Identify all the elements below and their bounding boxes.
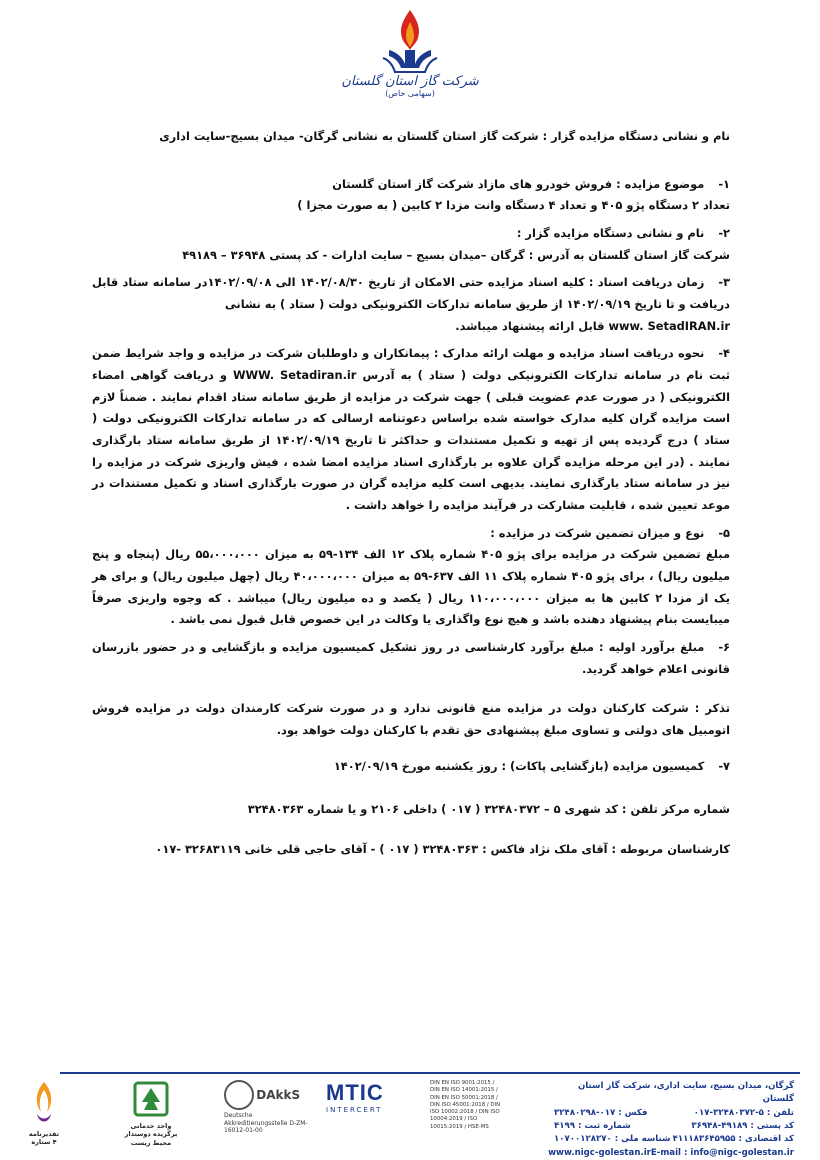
section-7-title: کمیسیون مزایده (بازگشایی پاکات) : xyxy=(501,758,705,773)
section-2 xyxy=(92,223,730,266)
environment-tree-icon xyxy=(132,1080,170,1120)
footer-reg: شماره ثبت : ۴۱۹۹ xyxy=(554,1120,631,1131)
four-star-badge xyxy=(26,1080,62,1147)
document-body xyxy=(92,126,730,861)
section-4-body-a: پیمانکاران و داوطلبان شرکت در مزایده و واجد شرایط ضمن ثبت نام در سامانه تدارکات الکترونیکی دولت ( ستاد ) به آدرس xyxy=(92,346,731,383)
section-3-title: زمان دریافت اسناد : xyxy=(588,275,705,290)
section-3 xyxy=(92,272,730,337)
footer xyxy=(0,1060,820,1160)
section-4-body-b: و دریافت گواهی امضاء الکترونیکی ( در صورت عدم عضویت قبلی ) جهت شرکت در مزایده از طریق سامانه ستاد اقدام نمایند . ضمناً لازم است مزایده گران کلیه مدارک خواسته شده براساس دعوتنامه ارسالی که در سامانه تدارکات الکترونیکی دولت ( ستاد ) درج گردیده پس از تهیه و تکمیل مستندات و حداکثر تا تاریخ ۱۴۰۲/۰۹/۱۹ از طریق سامانه ستاد بارگذاری نمایند . (در این مرحله مزایده گران علاوه بر بارگذاری اسناد مزایده امضا شده ، فیش واریزی شرکت در مزایده را نیز در سامانه ستاد بارگذاری نمایند. بدیهی است کلیه مزایده گران در صورت بارگذاری اسناد و تکمیل مستندات در موعد تعیین شده ، قابلیت مشارکت در فرآیند مزایده را خواهد داشت . xyxy=(92,368,731,513)
footer-national: شناسه ملی : ۱۰۷۰۰۱۲۸۲۷۰ xyxy=(554,1134,671,1145)
section-2-body: شرکت گاز استان گلستان به آدرس : گرگان –میدان بسیج – سایت ادارات - کد پستی ۳۶۹۴۸ – ۴۹۱۸۹ xyxy=(182,247,730,262)
section-6-title: مبلغ برآورد اولیه : xyxy=(599,640,705,655)
section-4-title: نحوه دریافت اسناد مزایده و مهلت ارائه مدارک : xyxy=(433,346,705,361)
footer-fax: فکس : ۰۱۷-۳۲۴۸۰۲۹۸ xyxy=(554,1107,648,1118)
footer-web[interactable]: www.nigc-golestan.ir xyxy=(548,1147,651,1158)
section-3-body: کلیه اسناد مزایده حتی الامکان از تاریخ ۱۴۰۲/۰۸/۳۰ الی ۱۴۰۲/۰۹/۰۸در سامانه ستاد قابل دریافت و تا تاریخ ۱۴۰۲/۰۹/۱۹ از طریق سامانه تدارکات الکترونیکی دولت ( ستاد ) به نشانی xyxy=(92,275,730,312)
section-5-body: مبلغ تضمین شرکت در مزایده برای پژو ۴۰۵ شماره پلاک ۱۲ الف ۱۳۴-۵۹ به میزان ۵۵،۰۰۰،۰۰۰ ریال (پنجاه و پنج میلیون ریال) ، برای پژو ۴۰۵ شماره پلاک ۱۱ الف ۶۳۷-۵۹ به میزان ۴۰،۰۰۰،۰۰۰ ریال (چهل میلیون ریال) و برای هر یک از مزدا ۲ کابین ها به میزان ۱۱۰،۰۰۰،۰۰۰ ریال ( یکصد و ده میلیون ریال) میباشد . که وجوه واریزی صرفاً میبایست بنام پیشنهاد دهنده باشد و هیچ نوع واگذاری یا وکالت در این خصوص قابل قبول نمی باشد . xyxy=(92,547,731,627)
dakks-seal-icon xyxy=(224,1080,254,1110)
section-3-tail: قابل ارائه پیشنهاد میباشد. xyxy=(455,318,609,333)
intro-line: نام و نشانی دستگاه مزایده گزار : شرکت گاز استان گلستان به نشانی گرگان- میدان بسیج-سایت اداری xyxy=(159,129,730,143)
footer-tel: تلفن : ۵-۳۲۴۸۰۳۷۲-۰۱۷ xyxy=(693,1107,794,1118)
footer-postal: کد پستی : ۴۹۱۸۹-۳۶۹۴۸ xyxy=(691,1120,794,1131)
section-3-website-link[interactable]: www. SetadIRAN.ir xyxy=(608,318,730,333)
section-1-body: تعداد ۲ دستگاه پژو ۴۰۵ و تعداد ۴ دستگاه وانت مزدا ۲ کابین ( به صورت مجزا ) xyxy=(297,198,730,213)
four-star-caption: تقدیرنامه ۴ ستاره xyxy=(28,1130,60,1147)
section-1 xyxy=(92,174,730,217)
section-7-number: ۷- xyxy=(718,758,730,773)
dakks-sub: Deutsche Akkreditierungsstelle D-ZM-16012-01-00 xyxy=(224,1112,308,1134)
section-1-number: ۱- xyxy=(718,176,730,191)
company-name: شرکت گاز استان گلستان xyxy=(341,74,479,89)
phone-line: شماره مرکز تلفن : کد شهری ۵ – ۳۲۴۸۰۳۷۲ ( ۰۱۷ ) داخلی ۲۱۰۶ و یا شماره ۳۲۴۸۰۳۶۳ xyxy=(247,802,730,817)
section-4-number: ۴- xyxy=(718,346,730,361)
footer-divider xyxy=(60,1072,800,1074)
dakks-label: DAkkS xyxy=(256,1088,301,1102)
section-6-number: ۶- xyxy=(718,640,731,655)
mtic-badge xyxy=(326,1080,426,1114)
certification-badges xyxy=(26,1080,506,1152)
company-type: (سهامی خاص) xyxy=(385,89,435,98)
section-7-body: روز یکشنبه مورخ ۱۴۰۲/۰۹/۱۹ xyxy=(333,758,502,773)
footer-email[interactable]: E-mail : info@nigc-golestan.ir xyxy=(650,1147,794,1158)
note-paragraph: تذکر : شرکت کارکنان دولت در مزایده منع قانونی ندارد و در صورت شرکت کارمندان دولت در مزایده فروش اتومبیل های دولتی و تساوی مبلغ پیشنهادی حق تقدم با کارکنان دولت خواهد بود. xyxy=(92,701,730,738)
section-1-title: موضوع مزایده : فروش خودرو های مازاد شرکت گاز استان گلستان xyxy=(332,176,705,191)
section-3-number: ۳- xyxy=(718,275,731,290)
section-2-title: نام و نشانی دستگاه مزایده گزار : xyxy=(516,226,705,241)
mtic-logo: MTIC xyxy=(326,1080,384,1105)
section-5-number: ۵- xyxy=(718,525,730,540)
flame-logo-icon xyxy=(375,6,445,78)
four-star-award-icon xyxy=(29,1080,59,1128)
iso-list: DIN EN ISO 9001:2015 / DIN EN ISO 14001:2015 / DIN EN ISO 50001:2018 / DIN ISO 45001:2018 / DIN ISO 10002:2018 / DIN ISO 10004:2019 / ISO 10015:2019 / HSE-MS xyxy=(430,1080,501,1130)
experts-line: کارشناسان مربوطه : آقای ملک نژاد فاکس : ۳۲۴۸۰۳۶۳ ( ۰۱۷ ) - آقای حاجی قلی خانی ۳۲۶۸۳۱۱۹ -۰۱۷ xyxy=(155,842,730,857)
mtic-sub: INTERCERT xyxy=(326,1106,383,1114)
footer-eco: کد اقتصادی : ۴۱۱۱۸۳۶۴۵۹۵۵ xyxy=(672,1134,794,1145)
dakks-badge xyxy=(224,1080,314,1135)
section-6 xyxy=(92,637,730,680)
section-4-website-link[interactable]: WWW. Setadiran.ir xyxy=(232,368,357,383)
footer-address: گرگان، میدان بسیج، سایت اداری، شرکت گاز استان گلستان xyxy=(577,1081,794,1105)
section-5-title: نوع و میزان تضمین شرکت در مزایده : xyxy=(490,525,705,540)
environment-badge xyxy=(120,1080,182,1147)
environment-caption: واحد خدماتی برگزیده دوستدار محیط زیست xyxy=(124,1122,178,1147)
section-6-body: مبلغ برآورد کارشناسی در روز تشکیل کمیسیون مزایده و بازگشایی و در حضور بازرسان قانونی اعلام خواهد گردید. xyxy=(92,640,730,676)
section-5 xyxy=(92,523,730,631)
section-2-number: ۲- xyxy=(718,226,730,241)
section-7 xyxy=(92,756,730,778)
company-logo xyxy=(340,6,480,116)
footer-contact-info xyxy=(548,1080,794,1160)
section-4 xyxy=(92,343,730,516)
